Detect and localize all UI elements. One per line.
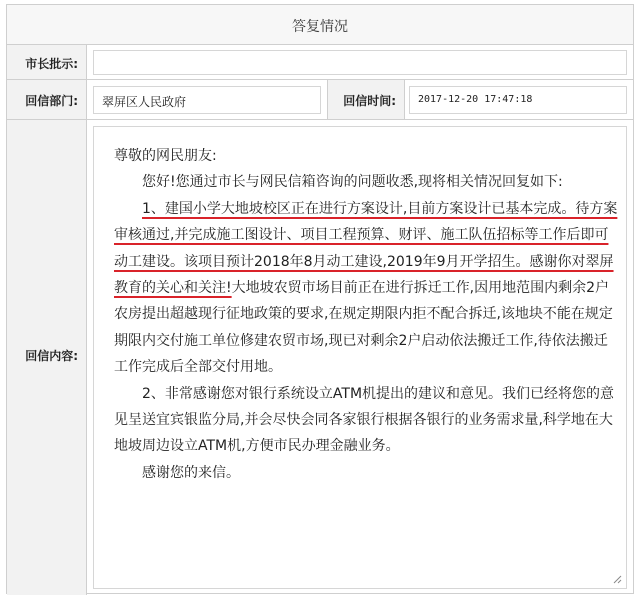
closing-line: 感谢您的来信。	[142, 464, 240, 481]
panel-title: 答复情况	[292, 19, 348, 35]
reply-content-field[interactable]	[93, 126, 627, 589]
mayor-note-label: 市长批示:	[25, 57, 78, 71]
reply-content-text	[114, 143, 620, 486]
reply-dept-value: 翠屏区人民政府	[102, 95, 187, 109]
resize-handle-icon[interactable]	[612, 574, 622, 584]
reply-dept-label: 回信部门:	[25, 94, 78, 108]
reply-dept-row	[7, 80, 633, 120]
highlighted-text: 1、建国小学大地坡校区正在进行方案设计,目前方案设计已基本完成。待方案审核通过,并完成施工图设计、项目工程预算、财评、施工队伍招标等工作后即可动工建设。该项目预计2018年8月动工建设,2019年9月开学招生。感谢你对翠屏教育的关心和关注!	[114, 200, 618, 297]
reply-content-label: 回信内容:	[25, 349, 78, 363]
reply-time-field	[409, 86, 627, 114]
reply-content-row	[7, 120, 633, 595]
reply-time-label-cell	[327, 80, 405, 119]
panel-header	[7, 5, 633, 45]
intro-paragraph: 您好!您通过市长与网民信箱咨询的问题收悉,现将相关情况回复如下:	[142, 174, 563, 191]
mayor-note-label-cell	[7, 45, 87, 79]
reply-panel	[6, 4, 634, 594]
reply-content-label-cell	[7, 120, 87, 595]
mayor-note-field	[93, 50, 627, 75]
salutation: 尊敬的网民朋友:	[114, 148, 217, 164]
reply-dept-field	[93, 86, 321, 114]
paragraph-1	[114, 196, 620, 381]
paragraph-2: 2、非常感谢您对银行系统设立ATM机提出的建议和意见。我们已经将您的意见呈送宜宾银监分局,并会尽快会同各家银行根据各银行的业务需求量,科学地在大地坡周边设立ATM机,方便市民办理金融业务。	[114, 385, 615, 455]
reply-time-label: 回信时间:	[343, 94, 396, 108]
paragraph-1-rest: 大地坡农贸市场目前正在进行拆迁工作,因用地范围内剩余2户农房提出超越现行征地政策的要求,在规定期限内拒不配合拆迁,该地块不能在规定期限内交付施工单位修建农贸市场,现已对剩余2户启动依法搬迁工作,待依法搬迁工作完成后全部交付用地。	[114, 280, 613, 376]
reply-time-value: 2017-12-20 17:47:18	[418, 94, 533, 105]
reply-dept-label-cell	[7, 80, 87, 119]
mayor-note-row	[7, 45, 633, 80]
